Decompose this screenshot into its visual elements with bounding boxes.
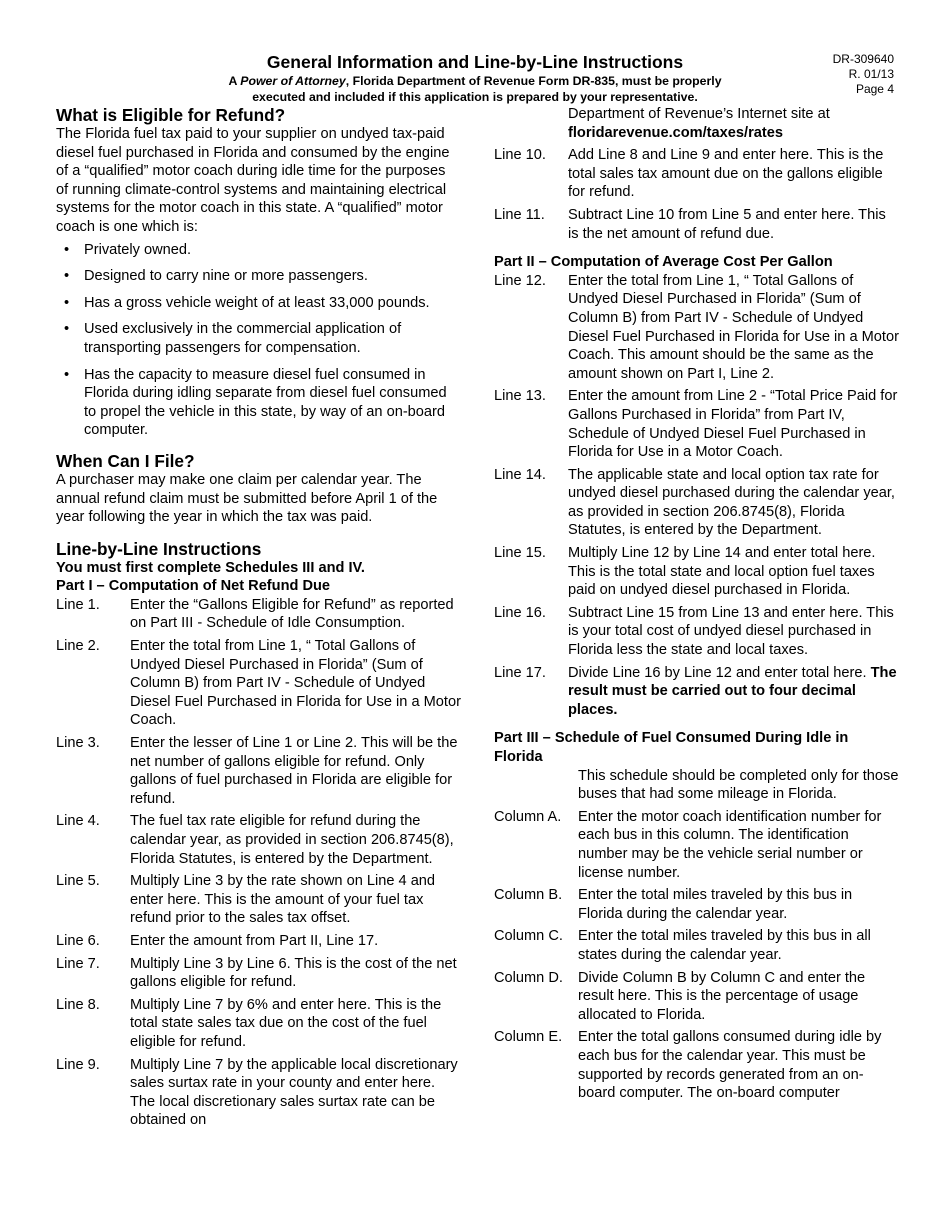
line-item: Line 3. Enter the lesser of Line 1 or Line 2. This will be the net number of gallons eligible for refund. Only gallons of fuel purchased in Florida are eligible for refund. [56, 735, 458, 807]
poa-notice [0, 73, 950, 89]
when-heading: When Can I File? [56, 450, 195, 471]
line-item: Line 13. Enter the amount from Line 2 - “Total Price Paid for Gallons Purchased in Florida” from Part IV, Schedule of Undyed Diesel Fuel Purchased in Florida for Use in a Motor Coach. [494, 388, 898, 461]
right-column [494, 105, 899, 1107]
schedules-note: You must first complete Schedules III and IV. [56, 559, 365, 576]
page-number: Page 4 [855, 82, 894, 96]
page-header [0, 52, 950, 105]
poa-notice-post: , Florida Department of Revenue Form DR-835, must be properly [345, 74, 722, 88]
list-item: • Privately owned. [64, 241, 192, 258]
line-item: Line 12. Enter the total from Line 1, “ Total Gallons of Undyed Diesel Purchased in Florida” (Sum of Column B) from Part IV - Schedule of Undyed Diesel Fuel Purchased in Florida for Use in a Motor Coach. This amount should be the same as the amount shown on Part I, Line 2. [494, 272, 899, 382]
form-number: DR-309640 [832, 52, 894, 66]
column-item: Column C. Enter the total miles traveled by this bus in all states during the calendar year. [494, 928, 871, 963]
line-item: Line 6. Enter the amount from Part II, Line 17. [56, 932, 379, 949]
line-item: Line 8. Multiply Line 7 by 6% and enter here. This is the total state sales tax due on the cost of the fuel eligible for refund. [56, 996, 442, 1050]
part3-intro: This schedule should be completed only for those buses that had some mileage in Florida. [578, 767, 899, 803]
list-item: • Has the capacity to measure diesel fuel consumed in Florida during idling separate from diesel fuel consumed to propel the vehicle in this state, by way of an on-board computer. [64, 366, 447, 439]
line-item: Line 10. Add Line 8 and Line 9 and enter here. This is the total sales tax amount due on the gallons eligible for refund. [494, 147, 884, 201]
column-item: Column A. Enter the motor coach identification number for each bus in this column. The identification number may be the vehicle serial number or license number. [494, 808, 882, 881]
line-item: Line 7. Multiply Line 3 by Line 6. This is the cost of the net gallons eligible for refund. [56, 955, 457, 991]
line-item: Line 16. Subtract Line 15 from Line 13 and enter here. This is your total cost of undyed diesel purchased in Florida less the state and local taxes. [494, 604, 894, 659]
rates-url: floridarevenue.com/taxes/rates [568, 124, 783, 141]
list-item: • Has a gross vehicle weight of at least 33,000 pounds. [64, 294, 430, 311]
poa-notice-pre: A [228, 74, 241, 88]
line-item: Line 4. The fuel tax rate eligible for refund during the calendar year, as provided in section 206.8745(8), Florida Statutes, is entered by the Department. [56, 813, 454, 867]
part3-heading: Part III – Schedule of Fuel Consumed During Idle in Florida [494, 730, 849, 765]
line-item: Line 1. Enter the “Gallons Eligible for Refund” as reported on Part III - Schedule of Idle Consumption. [56, 596, 454, 632]
part1-lines [56, 596, 461, 1130]
page-title: General Information and Line-by-Line Instructions [266, 52, 684, 72]
part2-heading: Part II – Computation of Average Cost Per Gallon [494, 254, 833, 271]
line-item: Line 9. Multiply Line 7 by the applicable local discretionary sales surtax rate in your county and enter here. The local discretionary sales surtax rate can be obtained on [56, 1056, 458, 1129]
column-item: Column D. Divide Column B by Column C and enter the result here. This is the percentage of usage allocated to Florida. [494, 969, 866, 1023]
column-item: Column E. Enter the total gallons consumed during idle by each bus for the calendar year. This must be supported by records generated from an on-board computer. The on-board computer [494, 1029, 882, 1102]
part1-heading: Part I – Computation of Net Refund Due [56, 578, 331, 595]
line-item: Line 11. Subtract Line 10 from Line 5 and enter here. This is the net amount of refund due. [494, 206, 886, 242]
line-item: Line 17. Divide Line 16 by Line 12 and enter total here. The result must be carried out to four decimal places. [494, 664, 897, 718]
list-item: • Used exclusively in the commercial application of transporting passengers for compensation. [64, 321, 402, 356]
line-item: Line 14. The applicable state and local option tax rate for undyed diesel purchased during the calendar year, as provided in section 206.8745(8), Florida Statutes, is entered by the Department. [494, 466, 895, 539]
eligible-list [56, 241, 461, 440]
line-item: Line 2. Enter the total from Line 1, “ Total Gallons of Undyed Diesel Purchased in Florida” (Sum of Column B) from Part IV - Schedule of Undyed Diesel Fuel Purchased in Florida for Use in a Motor Coach. [56, 638, 461, 729]
poa-notice-em: Power of Attorney [240, 74, 346, 88]
line17-note: The result must be carried out to four decimal places. [568, 664, 897, 718]
line9-continuation: Department of Revenue’s Internet site at floridarevenue.com/taxes/rates [568, 106, 830, 141]
when-paragraph: A purchaser may make one claim per calendar year. The annual refund claim must be submitted before April 1 of the year following the year in which the tax was paid. [56, 471, 438, 526]
eligible-heading: What is Eligible for Refund? [56, 105, 286, 125]
line-by-line-heading: Line-by-Line Instructions [56, 538, 262, 559]
eligible-paragraph: The Florida fuel tax paid to your supplier on undyed tax-paid diesel fuel purchased in Florida and consumed by the engine of a “qualified” motor coach during idle time for the purposes of running climate-control systems and maintaining electrical systems for the motor coach in this state. A “qualified” motor coach is one which is: [56, 126, 450, 235]
column-item: Column B. Enter the total miles traveled by this bus in Florida during the calendar year. [494, 887, 853, 922]
line-item: Line 5. Multiply Line 3 by the rate shown on Line 4 and enter here. This is the amount of your fuel tax refund prior to the sales tax offset. [56, 873, 436, 927]
poa-notice-line2: executed and included if this application is prepared by your representative. [252, 90, 698, 104]
list-item: • Designed to carry nine or more passengers. [64, 268, 368, 285]
form-id [833, 52, 894, 97]
left-column [56, 105, 461, 1134]
form-revision: R. 01/13 [848, 67, 894, 81]
line-item: Line 15. Multiply Line 12 by Line 14 and enter total here. This is the total state and local option fuel taxes paid on undyed diesel purchased in Florida. [494, 545, 876, 599]
